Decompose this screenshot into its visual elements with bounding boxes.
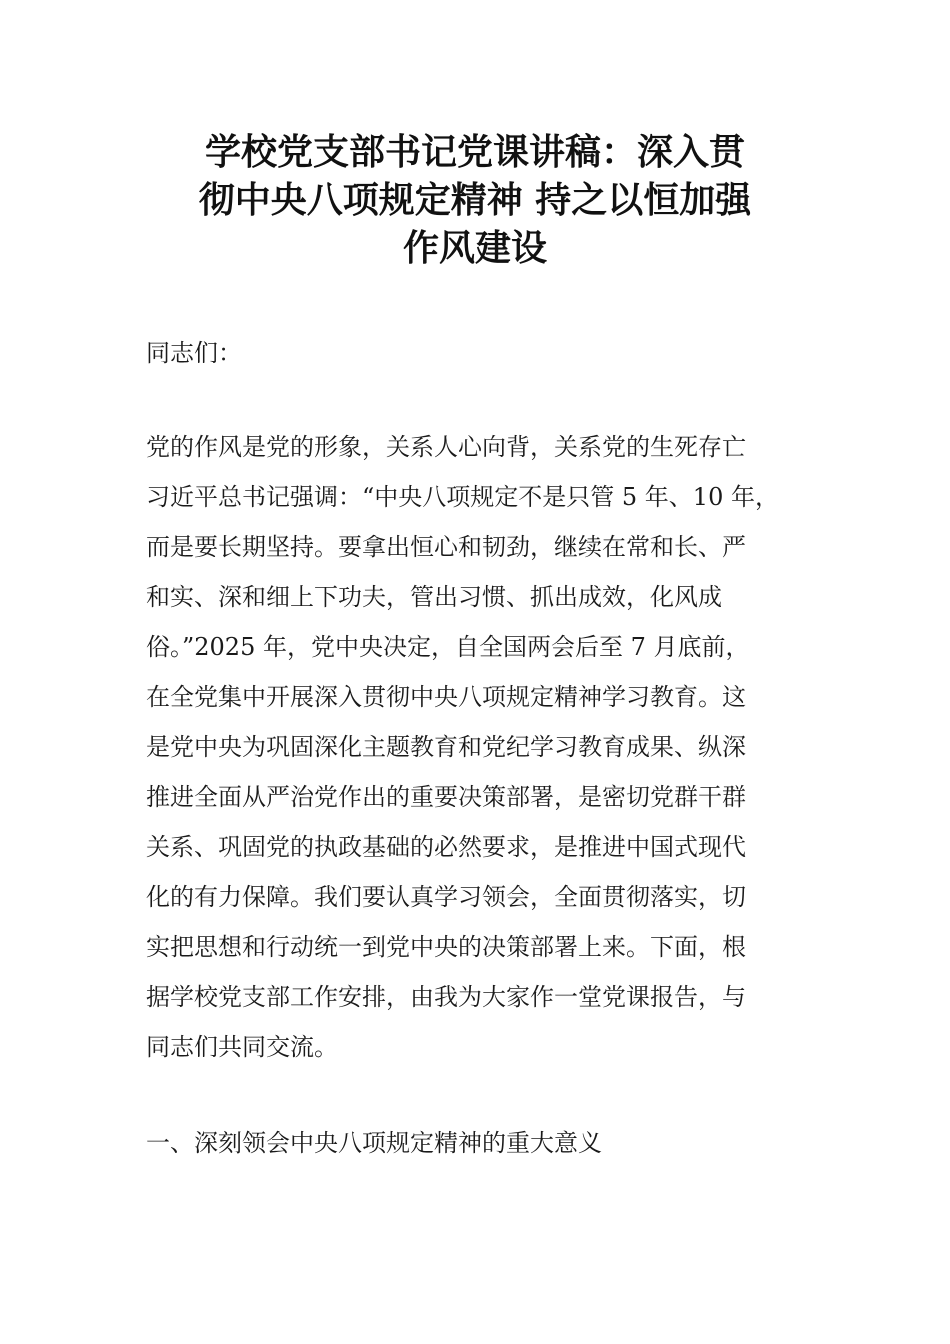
paragraph-line: 同志们共同交流。 <box>146 1033 338 1061</box>
title-line: 彻中央八项规定精神 持之以恒加强 <box>198 179 752 221</box>
document-title <box>120 128 830 272</box>
paragraph-line: 党的作风是党的形象，关系人心向背，关系党的生死存亡 <box>146 433 746 461</box>
title-line: 作风建设 <box>402 227 547 269</box>
paragraph-line: 在全党集中开展深入贯彻中央八项规定精神学习教育。这 <box>146 683 746 711</box>
paragraph-line: 习近平总书记强调：“中央八项规定不是只管 5 年、10 年， <box>146 483 779 511</box>
salutation: 同志们： <box>146 339 242 367</box>
body-paragraph <box>146 430 946 1080</box>
paragraph-line: 据学校党支部工作安排，由我为大家作一堂党课报告，与 <box>146 983 746 1011</box>
section-heading: 一、深刻领会中央八项规定精神的重大意义 <box>146 1129 602 1157</box>
paragraph-line: 关系、巩固党的执政基础的必然要求，是推进中国式现代 <box>146 833 746 861</box>
paragraph-line: 推进全面从严治党作出的重要决策部署，是密切党群干群 <box>146 783 746 811</box>
paragraph-line: 俗。”2025 年，党中央决定，自全国两会后至 7 月底前， <box>146 633 750 661</box>
paragraph-line: 和实、深和细上下功夫，管出习惯、抓出成效，化风成 <box>146 583 722 611</box>
paragraph-line: 而是要长期坚持。要拿出恒心和韧劲，继续在常和长、严 <box>146 533 746 561</box>
paragraph-line: 实把思想和行动统一到党中央的决策部署上来。下面，根 <box>146 933 746 961</box>
title-line: 学校党支部书记党课讲稿：深入贯 <box>204 131 745 173</box>
paragraph-line: 是党中央为巩固深化主题教育和党纪学习教育成果、纵深 <box>146 733 746 761</box>
paragraph-line: 化的有力保障。我们要认真学习领会，全面贯彻落实，切 <box>146 883 746 911</box>
